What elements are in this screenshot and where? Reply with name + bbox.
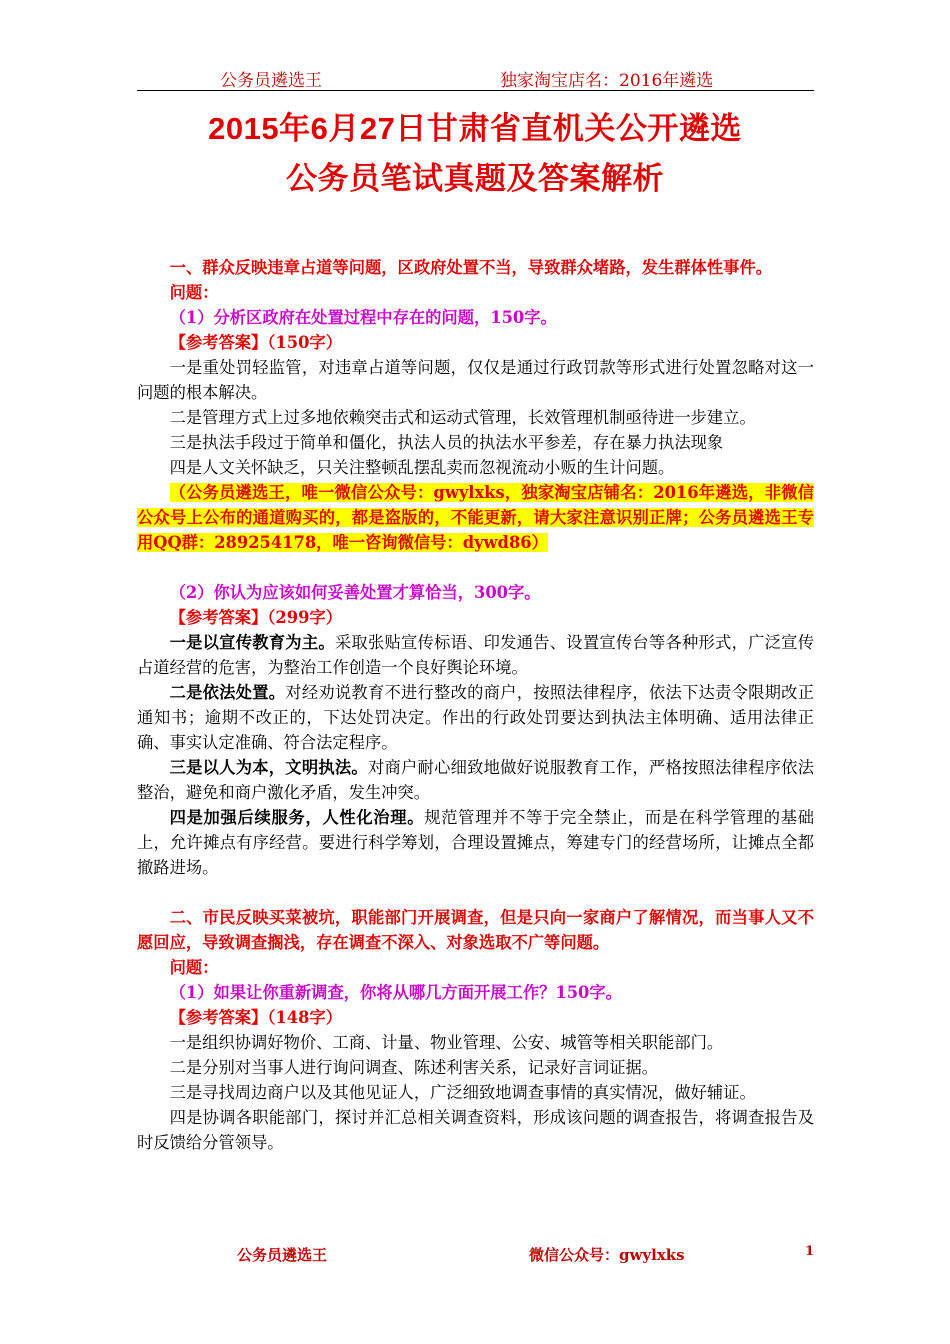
page-number: 1 xyxy=(805,1244,815,1259)
s1-q1-answer-2: 二是管理方式上过多地依赖突击式和运动式管理，长效管理机制亟待进一步建立。 xyxy=(169,408,756,427)
page-header xyxy=(137,64,814,91)
s1-q2-answer-2 xyxy=(137,680,814,755)
section1-question-label: 问题： xyxy=(169,283,219,302)
s2-q1-answer-2: 二是分别对当事人进行询问调查、陈述利害关系，记录好言词证据。 xyxy=(169,1058,659,1077)
doc-title-line2: 公务员笔试真题及答案解析 xyxy=(286,161,664,196)
s1-q2-answer-3 xyxy=(137,755,814,805)
s2-q1-answer-3: 三是寻找周边商户以及其他见证人，广泛细致地调查事情的真实情况，做好辅证。 xyxy=(169,1083,756,1102)
footer-wechat: 微信公众号：gwylxks xyxy=(529,1246,685,1264)
page-footer xyxy=(137,1244,814,1268)
word-count: （148字） xyxy=(267,1008,342,1027)
answer-text: 对经劝说教育不进行整改的商户，按照法律程序，依法下达责令限期改正通知书；逾期不改正的，下达处罚决定。作出的行政处罚要达到执法主体明确、适用法律正确、事实认定准确、符合法定程序。 xyxy=(137,683,814,752)
s1-q2-ref xyxy=(137,605,814,630)
word-count: （150字） xyxy=(267,333,342,352)
s1-q1-answer-4: 四是人文关怀缺乏，只关注整顿乱摆乱卖而忽视流动小贩的生计问题。 xyxy=(169,458,675,477)
ref-label: 【参考答案】 xyxy=(169,333,268,352)
s2-q1-answer-4: 四是协调各职能部门，探讨并汇总相关调查资料，形成该问题的调查报告，将调查报告及时反馈给分管领导。 xyxy=(137,1108,814,1152)
section1-heading: 一、群众反映违章占道等问题，区政府处置不当，导致群众堵路，发生群体性事件。 xyxy=(169,258,773,277)
answer-lead: 二是依法处置。 xyxy=(169,683,286,702)
ref-label: 【参考答案】 xyxy=(169,1008,268,1027)
ref-label: 【参考答案】 xyxy=(169,608,268,627)
s1-q2-answer-4 xyxy=(137,805,814,880)
s2-q1-answer-1: 一是组织协调好物价、工商、计量、物业管理、公安、城管等相关职能部门。 xyxy=(169,1033,724,1052)
doc-body xyxy=(137,255,814,1155)
word-count: （299字） xyxy=(267,608,342,627)
section2-question-label: 问题： xyxy=(169,958,219,977)
s1-q1-answer-3: 三是执法手段过于简单和僵化，执法人员的执法水平参差，存在暴力执法现象 xyxy=(169,433,724,452)
s1-q1-ref xyxy=(137,330,814,355)
answer-lead: 三是以人为本，文明执法。 xyxy=(169,758,368,777)
header-shop: 独家淘宝店名：2016年遴选 xyxy=(500,71,714,91)
s2-q1-question: （1）如果让你重新调查，你将从哪几方面开展工作？150字。 xyxy=(169,983,622,1002)
s1-q2-answer-1 xyxy=(137,630,814,680)
s2-q1-ref xyxy=(137,1005,814,1030)
header-brand: 公务员遴选王 xyxy=(220,71,322,91)
footer-brand: 公务员遴选王 xyxy=(237,1246,328,1264)
section2-heading: 二、市民反映买菜被坑，职能部门开展调查，但是只向一家商户了解情况，而当事人又不愿回应，导致调查搁浅，存在调查不深入、对象选取不广等问题。 xyxy=(137,908,814,952)
answer-text: 采取张贴宣传标语、印发通告、设置宣传台等各种形式，广泛宣传占道经营的危害，为整治工作创造一个良好舆论环境。 xyxy=(137,633,814,677)
answer-lead: 一是以宣传教育为主。 xyxy=(169,633,335,652)
copyright-notice: （公务员遴选王，唯一微信公众号：gwylxks，独家淘宝店铺名：2016年遴选，非微信公众号上公布的通道购买的，都是盗版的，不能更新，请大家注意识别正牌；公务员遴选王专用QQ群：289254178，唯一咨询微信号：dywd86） xyxy=(137,483,814,552)
s1-q1-question: （1）分析区政府在处置过程中存在的问题，150字。 xyxy=(169,308,557,327)
s1-q1-answer-1: 一是重处罚轻监管，对违章占道等问题，仅仅是通过行政罚款等形式进行处置忽略对这一问题的根本解决。 xyxy=(137,358,814,402)
s1-q2-question: （2）你认为应该如何妥善处置才算恰当，300字。 xyxy=(169,583,541,602)
answer-lead: 四是加强后续服务，人性化治理。 xyxy=(169,808,425,827)
doc-title-line1: 2015年6月27日甘肃省直机关公开遴选 xyxy=(208,111,742,146)
answer-text: 对商户耐心细致地做好说服教育工作，严格按照法律程序依法整治，避免和商户激化矛盾，发生冲突。 xyxy=(137,758,814,802)
answer-text: 规范管理并不等于完全禁止，而是在科学管理的基础上，允许摊点有序经营。要进行科学筹划，合理设置摊点，筹建专门的经营场所，让摊点全都撤路进场。 xyxy=(137,808,814,877)
